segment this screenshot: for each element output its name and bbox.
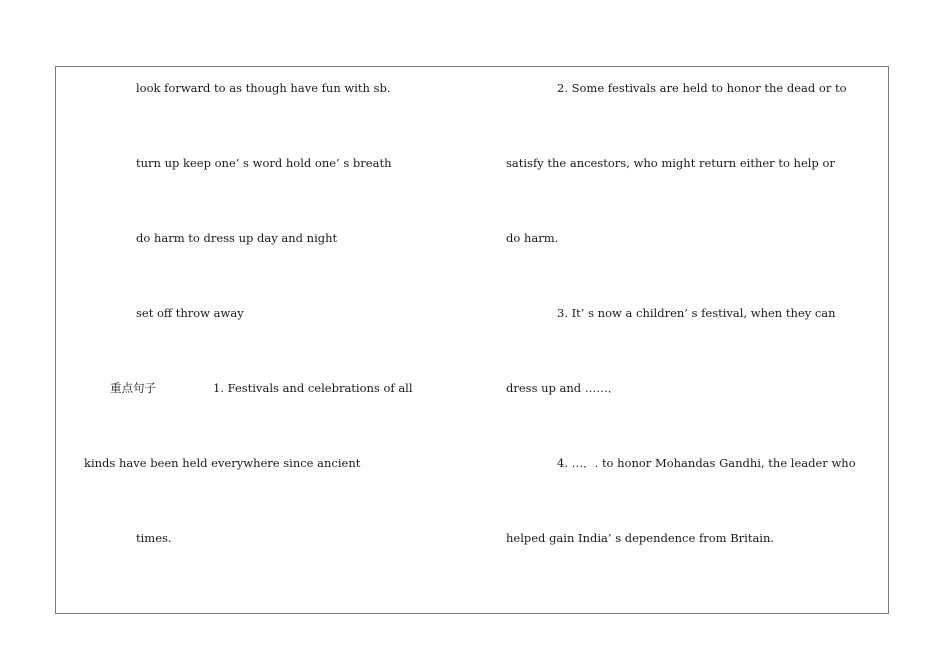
sentence-2-line-2: satisfy the ancestors, who might return either to help or — [506, 156, 835, 170]
sentence-3-line-2: dress up and ……． — [506, 381, 620, 395]
sentence-3-line-1: 3. It’ s now a children’ s festival, when they can — [557, 306, 836, 320]
phrase-line-2: turn up keep one’ s word hold one’ s breath — [136, 156, 392, 170]
sentence-4-line-1: 4. …．. to honor Mohandas Gandhi, the leader who — [557, 456, 856, 470]
sentence-2-line-1: 2. Some festivals are held to honor the dead or to — [557, 81, 847, 95]
section-label: 重点句子 — [110, 381, 156, 395]
sentence-1-line-3: times. — [136, 531, 172, 545]
sentence-2-line-3: do harm. — [506, 231, 559, 245]
sentence-1-line-1: 1. Festivals and celebrations of all — [213, 381, 413, 395]
sentence-4-line-2: helped gain India’ s dependence from Britain. — [506, 531, 775, 545]
phrase-line-1: look forward to as though have fun with sb. — [136, 81, 391, 95]
sentence-1-line-2: kinds have been held everywhere since ancient — [84, 456, 361, 470]
phrase-line-3: do harm to dress up day and night — [136, 231, 338, 245]
phrase-line-4: set off throw away — [136, 306, 244, 320]
